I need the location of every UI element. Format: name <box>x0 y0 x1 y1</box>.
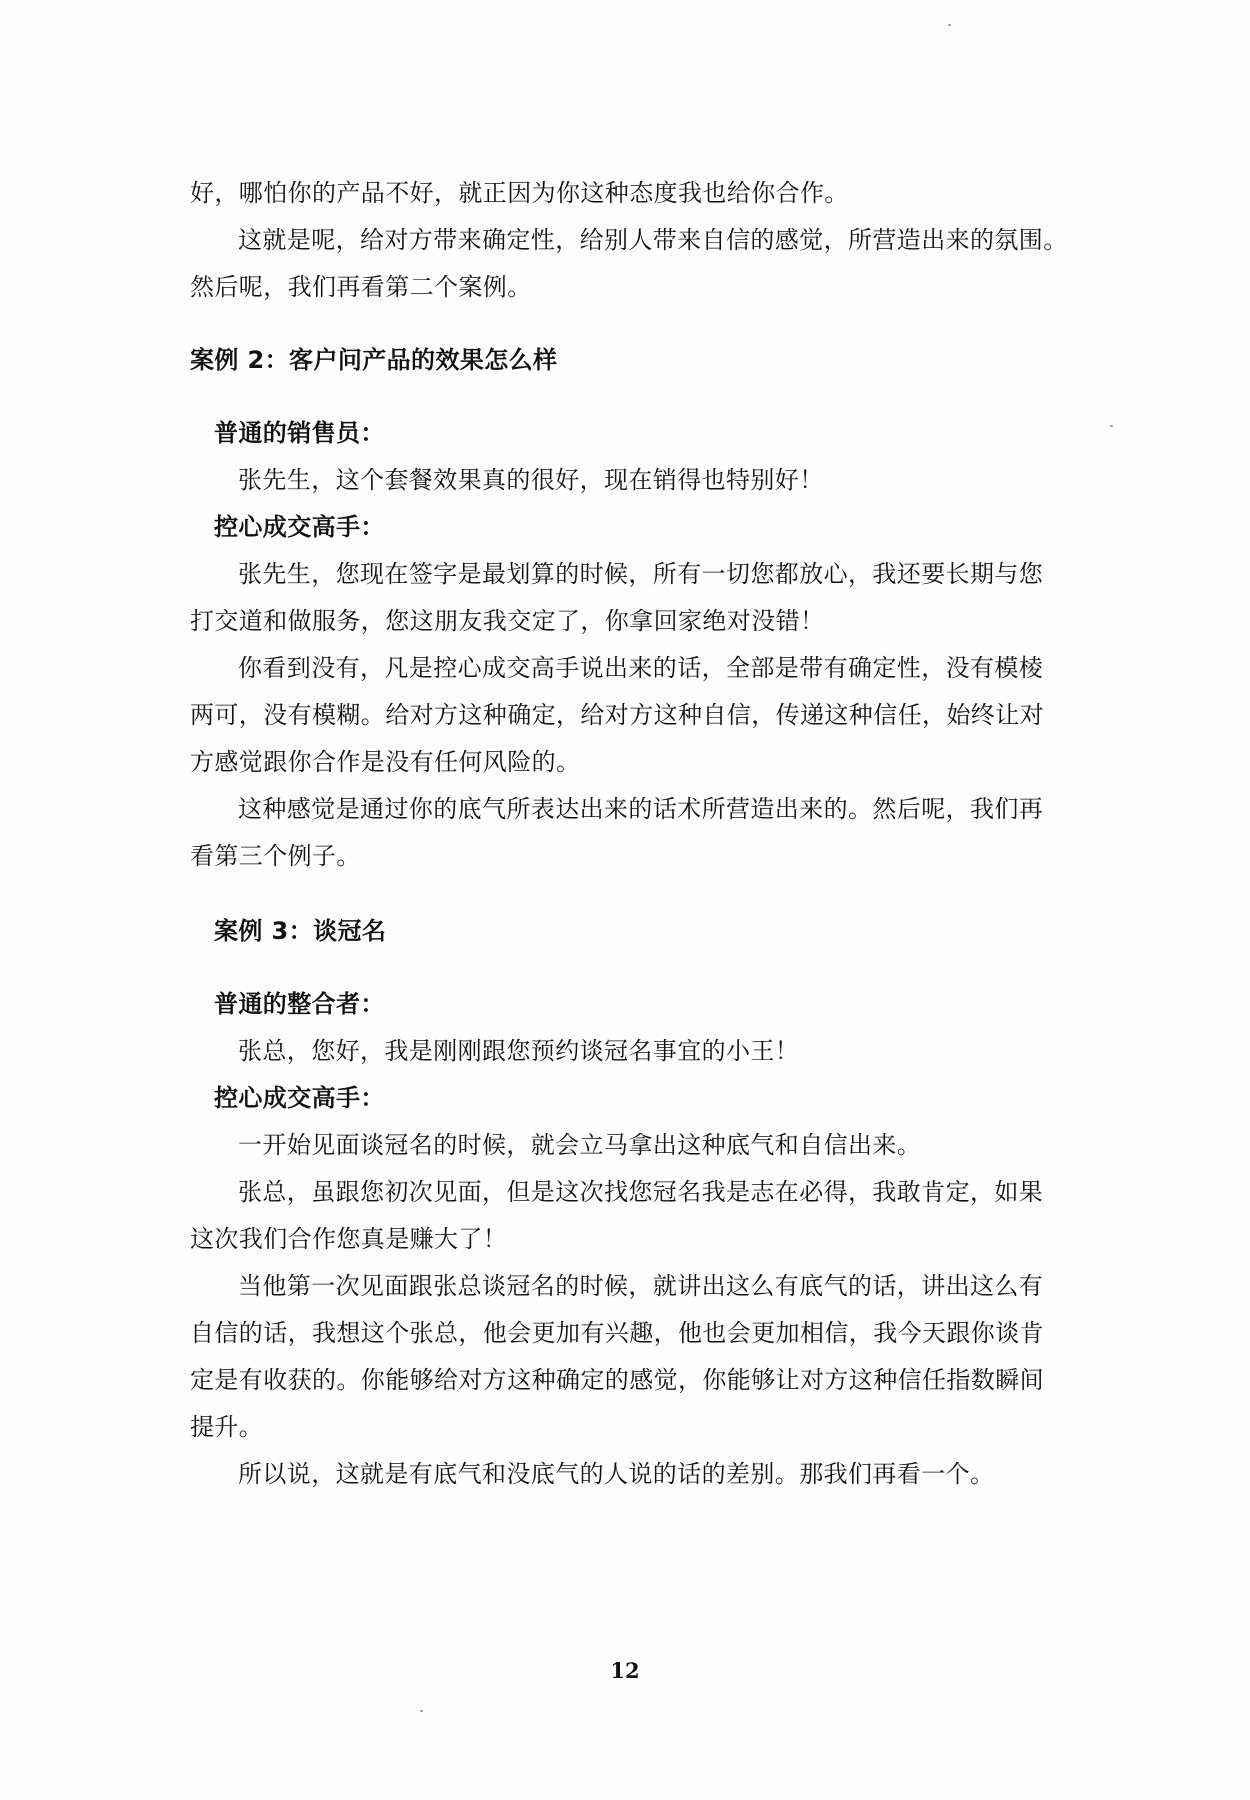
scan-speck <box>1110 425 1113 427</box>
scan-speck <box>420 1710 423 1712</box>
paragraph-line: 然后呢，我们再看第二个案例。 <box>190 273 532 301</box>
paragraph-line: 好，哪怕你的产品不好，就正因为你这种态度我也给你合作。 <box>190 179 849 207</box>
case-3-closing-line: 所以说，这就是有底气和没底气的人说的话的差别。那我们再看一个。 <box>238 1460 995 1488</box>
case-2-comment-line: 两可，没有模糊。给对方这种确定，给对方这种自信，传递这种信任，始终让对 <box>190 701 1044 729</box>
scan-speck <box>948 24 951 26</box>
case-2-summary-line: 看第三个例子。 <box>190 842 361 870</box>
section-gap <box>190 311 1060 337</box>
page-number: 12 <box>610 1658 640 1683</box>
case-2-expert-line: 张先生，您现在签字是最划算的时候，所有一切您都放心，我还要长期与您 <box>238 560 1044 588</box>
case-3-comment-line: 定是有收获的。你能够给对方这种确定的感觉，你能够让对方这种信任指数瞬间 <box>190 1366 1044 1394</box>
case-3-comment-line: 当他第一次见面跟张总谈冠名的时候，就讲出这么有底气的话，讲出这么有 <box>238 1272 1044 1300</box>
case-3-title: 案例 3：谈冠名 <box>214 917 387 945</box>
case-2-ordinary-label: 普通的销售员： <box>214 419 385 447</box>
case-3-expert-intro: 一开始见面谈冠名的时候，就会立马拿出这种底气和自信出来。 <box>238 1131 922 1159</box>
case-2-summary-line: 这种感觉是通过你的底气所表达出来的话术所营造出来的。然后呢，我们再 <box>238 795 1044 823</box>
case-3-comment-line: 提升。 <box>190 1413 264 1441</box>
case-2-title: 案例 2：客户问产品的效果怎么样 <box>190 346 558 374</box>
section-gap <box>190 880 1060 908</box>
case-2-comment-line: 你看到没有，凡是控心成交高手说出来的话，全部是带有确定性，没有模棱 <box>238 654 1044 682</box>
case-3-expert-line: 这次我们合作您真是赚大了！ <box>190 1225 508 1253</box>
case-3-expert-label: 控心成交高手： <box>214 1084 385 1112</box>
case-3-comment-line: 自信的话，我想这个张总，他会更加有兴趣，他也会更加相信，我今天跟你谈肯 <box>190 1319 1044 1347</box>
case-2-expert-label: 控心成交高手： <box>214 513 385 541</box>
case-3-ordinary-line: 张总，您好，我是刚刚跟您预约谈冠名事宜的小王！ <box>238 1037 800 1065</box>
section-gap <box>190 955 1060 981</box>
case-3-ordinary-label: 普通的整合者： <box>214 990 385 1018</box>
case-2-ordinary-line: 张先生，这个套餐效果真的很好，现在销得也特别好！ <box>238 466 824 494</box>
case-2-comment-line: 方感觉跟你合作是没有任何风险的。 <box>190 748 581 776</box>
case-3-expert-line: 张总，虽跟您初次见面，但是这次找您冠名我是志在必得，我敢肯定，如果 <box>238 1178 1044 1206</box>
paragraph-line: 这就是呢，给对方带来确定性，给别人带来自信的感觉，所营造出来的氛围。 <box>238 226 1068 254</box>
case-2-expert-line: 打交道和做服务，您这朋友我交定了，你拿回家绝对没错！ <box>190 607 825 635</box>
document-body <box>190 170 1068 1498</box>
section-gap <box>190 384 1060 410</box>
